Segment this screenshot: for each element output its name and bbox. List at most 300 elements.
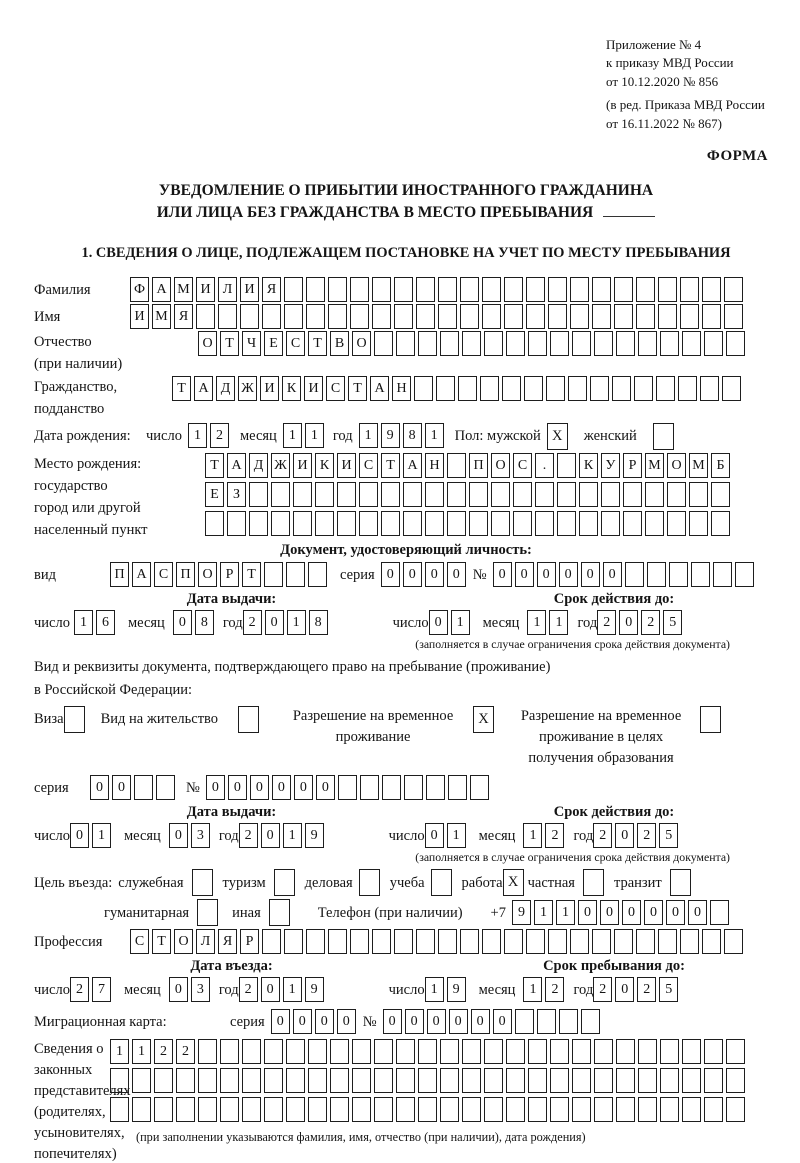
form-cell[interactable]: 0 bbox=[405, 1009, 424, 1034]
form-cell[interactable]: С bbox=[130, 929, 149, 954]
form-cell[interactable] bbox=[658, 277, 677, 302]
form-cell[interactable] bbox=[440, 1039, 459, 1064]
form-cell[interactable] bbox=[612, 376, 631, 401]
form-cell[interactable]: 0 bbox=[316, 775, 335, 800]
form-cell[interactable] bbox=[491, 482, 510, 507]
form-cell[interactable] bbox=[638, 1097, 657, 1122]
form-cell[interactable]: 1 bbox=[447, 823, 466, 848]
form-cell[interactable]: 1 bbox=[523, 823, 542, 848]
form-cell[interactable] bbox=[426, 775, 445, 800]
form-cell[interactable]: 0 bbox=[515, 562, 534, 587]
form-cell[interactable]: И bbox=[260, 376, 279, 401]
form-cell[interactable]: Я bbox=[262, 277, 281, 302]
form-cell[interactable] bbox=[660, 1097, 679, 1122]
form-cell[interactable]: 0 bbox=[425, 562, 444, 587]
form-cell[interactable] bbox=[592, 304, 611, 329]
form-cell[interactable] bbox=[396, 1039, 415, 1064]
form-cell[interactable]: 0 bbox=[337, 1009, 356, 1034]
form-cell[interactable]: А bbox=[132, 562, 151, 587]
form-cell[interactable]: 2 bbox=[210, 423, 229, 448]
form-cell[interactable] bbox=[704, 1068, 723, 1093]
form-cell[interactable] bbox=[220, 1039, 239, 1064]
form-cell[interactable] bbox=[548, 304, 567, 329]
form-cell[interactable]: Ф bbox=[130, 277, 149, 302]
form-cell[interactable] bbox=[394, 277, 413, 302]
form-cell[interactable]: Т bbox=[205, 453, 224, 478]
form-cell[interactable]: 2 bbox=[239, 823, 258, 848]
form-cell[interactable]: Р bbox=[623, 453, 642, 478]
form-cell[interactable] bbox=[315, 482, 334, 507]
form-cell[interactable] bbox=[682, 1039, 701, 1064]
form-cell[interactable] bbox=[724, 929, 743, 954]
form-cell[interactable] bbox=[616, 331, 635, 356]
form-cell[interactable] bbox=[350, 304, 369, 329]
form-cell[interactable] bbox=[592, 277, 611, 302]
form-cell[interactable] bbox=[337, 482, 356, 507]
form-cell[interactable]: С bbox=[359, 453, 378, 478]
form-cell[interactable]: 1 bbox=[534, 900, 553, 925]
form-cell[interactable]: 1 bbox=[74, 610, 93, 635]
form-cell[interactable] bbox=[506, 1068, 525, 1093]
form-cell[interactable]: 0 bbox=[381, 562, 400, 587]
form-cell[interactable] bbox=[601, 482, 620, 507]
form-cell[interactable]: 0 bbox=[90, 775, 109, 800]
checkbox-official[interactable] bbox=[192, 869, 213, 896]
form-cell[interactable] bbox=[601, 511, 620, 536]
form-cell[interactable] bbox=[308, 1097, 327, 1122]
form-cell[interactable] bbox=[328, 277, 347, 302]
form-cell[interactable]: 0 bbox=[578, 900, 597, 925]
form-cell[interactable] bbox=[548, 277, 567, 302]
form-cell[interactable] bbox=[293, 482, 312, 507]
form-cell[interactable]: 0 bbox=[250, 775, 269, 800]
form-cell[interactable]: И bbox=[337, 453, 356, 478]
form-cell[interactable] bbox=[372, 277, 391, 302]
form-cell[interactable] bbox=[484, 1068, 503, 1093]
form-cell[interactable]: О bbox=[198, 331, 217, 356]
form-cell[interactable] bbox=[242, 1097, 261, 1122]
form-cell[interactable] bbox=[669, 562, 688, 587]
form-cell[interactable]: 0 bbox=[427, 1009, 446, 1034]
form-cell[interactable]: П bbox=[110, 562, 129, 587]
form-cell[interactable] bbox=[634, 376, 653, 401]
form-cell[interactable] bbox=[638, 331, 657, 356]
form-cell[interactable] bbox=[682, 1068, 701, 1093]
form-cell[interactable] bbox=[616, 1097, 635, 1122]
form-cell[interactable] bbox=[416, 929, 435, 954]
form-cell[interactable] bbox=[308, 562, 327, 587]
form-cell[interactable] bbox=[374, 331, 393, 356]
form-cell[interactable] bbox=[581, 1009, 600, 1034]
form-cell[interactable] bbox=[713, 562, 732, 587]
form-cell[interactable]: Е bbox=[205, 482, 224, 507]
form-cell[interactable] bbox=[271, 511, 290, 536]
checkbox-private[interactable] bbox=[583, 869, 604, 896]
form-cell[interactable] bbox=[350, 277, 369, 302]
form-cell[interactable] bbox=[590, 376, 609, 401]
form-cell[interactable]: К bbox=[282, 376, 301, 401]
form-cell[interactable] bbox=[440, 1068, 459, 1093]
form-cell[interactable]: 2 bbox=[597, 610, 616, 635]
form-cell[interactable] bbox=[528, 1068, 547, 1093]
form-cell[interactable] bbox=[447, 453, 466, 478]
form-cell[interactable] bbox=[396, 1068, 415, 1093]
form-cell[interactable] bbox=[352, 1039, 371, 1064]
form-cell[interactable] bbox=[306, 304, 325, 329]
form-cell[interactable]: 0 bbox=[261, 823, 280, 848]
form-cell[interactable] bbox=[656, 376, 675, 401]
form-cell[interactable] bbox=[218, 304, 237, 329]
form-cell[interactable]: 0 bbox=[666, 900, 685, 925]
form-cell[interactable]: Р bbox=[240, 929, 259, 954]
form-cell[interactable]: 1 bbox=[283, 423, 302, 448]
form-cell[interactable] bbox=[352, 1097, 371, 1122]
form-cell[interactable] bbox=[658, 929, 677, 954]
form-cell[interactable] bbox=[614, 277, 633, 302]
form-cell[interactable] bbox=[416, 304, 435, 329]
form-cell[interactable] bbox=[249, 511, 268, 536]
form-cell[interactable]: А bbox=[403, 453, 422, 478]
form-cell[interactable] bbox=[264, 1097, 283, 1122]
form-cell[interactable] bbox=[240, 304, 259, 329]
form-cell[interactable] bbox=[506, 331, 525, 356]
form-cell[interactable] bbox=[702, 304, 721, 329]
form-cell[interactable] bbox=[592, 929, 611, 954]
form-cell[interactable]: В bbox=[330, 331, 349, 356]
form-cell[interactable] bbox=[284, 277, 303, 302]
form-cell[interactable]: Л bbox=[196, 929, 215, 954]
form-cell[interactable] bbox=[614, 929, 633, 954]
form-cell[interactable] bbox=[726, 1039, 745, 1064]
form-cell[interactable] bbox=[196, 304, 215, 329]
form-cell[interactable] bbox=[436, 376, 455, 401]
form-cell[interactable]: 0 bbox=[383, 1009, 402, 1034]
form-cell[interactable] bbox=[262, 929, 281, 954]
form-cell[interactable] bbox=[513, 511, 532, 536]
form-cell[interactable] bbox=[550, 1068, 569, 1093]
form-cell[interactable] bbox=[396, 331, 415, 356]
form-cell[interactable]: 2 bbox=[593, 977, 612, 1002]
form-cell[interactable]: 0 bbox=[644, 900, 663, 925]
form-cell[interactable]: 0 bbox=[471, 1009, 490, 1034]
form-cell[interactable] bbox=[132, 1068, 151, 1093]
form-cell[interactable] bbox=[469, 511, 488, 536]
form-cell[interactable]: 0 bbox=[271, 1009, 290, 1034]
form-cell[interactable] bbox=[308, 1068, 327, 1093]
form-cell[interactable] bbox=[689, 511, 708, 536]
form-cell[interactable] bbox=[330, 1068, 349, 1093]
form-cell[interactable]: 5 bbox=[659, 823, 678, 848]
form-cell[interactable] bbox=[594, 331, 613, 356]
form-cell[interactable]: Р bbox=[220, 562, 239, 587]
form-cell[interactable]: 1 bbox=[425, 977, 444, 1002]
form-cell[interactable] bbox=[535, 482, 554, 507]
form-cell[interactable] bbox=[462, 1097, 481, 1122]
form-cell[interactable] bbox=[374, 1068, 393, 1093]
form-cell[interactable] bbox=[625, 562, 644, 587]
form-cell[interactable] bbox=[440, 1097, 459, 1122]
form-cell[interactable] bbox=[550, 1039, 569, 1064]
form-cell[interactable] bbox=[154, 1097, 173, 1122]
form-cell[interactable] bbox=[382, 775, 401, 800]
form-cell[interactable] bbox=[372, 929, 391, 954]
form-cell[interactable] bbox=[284, 929, 303, 954]
form-cell[interactable]: А bbox=[370, 376, 389, 401]
form-cell[interactable]: 1 bbox=[283, 823, 302, 848]
form-cell[interactable]: 1 bbox=[425, 423, 444, 448]
form-cell[interactable]: 1 bbox=[359, 423, 378, 448]
form-cell[interactable] bbox=[372, 304, 391, 329]
form-cell[interactable]: С bbox=[326, 376, 345, 401]
form-cell[interactable] bbox=[418, 331, 437, 356]
form-cell[interactable] bbox=[678, 376, 697, 401]
form-cell[interactable] bbox=[404, 775, 423, 800]
form-cell[interactable]: 1 bbox=[110, 1039, 129, 1064]
form-cell[interactable] bbox=[462, 331, 481, 356]
form-cell[interactable] bbox=[350, 929, 369, 954]
form-cell[interactable] bbox=[526, 304, 545, 329]
form-cell[interactable]: Ч bbox=[242, 331, 261, 356]
checkbox-temp-residence-edu[interactable] bbox=[700, 706, 721, 733]
form-cell[interactable]: 0 bbox=[173, 610, 192, 635]
form-cell[interactable]: 9 bbox=[447, 977, 466, 1002]
form-cell[interactable] bbox=[702, 929, 721, 954]
form-cell[interactable] bbox=[557, 482, 576, 507]
form-cell[interactable]: 2 bbox=[176, 1039, 195, 1064]
form-cell[interactable] bbox=[458, 376, 477, 401]
form-cell[interactable] bbox=[636, 929, 655, 954]
form-cell[interactable] bbox=[448, 775, 467, 800]
form-cell[interactable] bbox=[682, 1097, 701, 1122]
form-cell[interactable]: 0 bbox=[603, 562, 622, 587]
form-cell[interactable]: О bbox=[198, 562, 217, 587]
form-cell[interactable]: 0 bbox=[315, 1009, 334, 1034]
checkbox-humanitarian[interactable] bbox=[197, 899, 218, 926]
form-cell[interactable]: Д bbox=[216, 376, 235, 401]
form-cell[interactable]: 0 bbox=[429, 610, 448, 635]
form-cell[interactable] bbox=[557, 453, 576, 478]
checkbox-visa[interactable] bbox=[64, 706, 85, 733]
form-cell[interactable]: 5 bbox=[663, 610, 682, 635]
form-cell[interactable] bbox=[198, 1068, 217, 1093]
form-cell[interactable]: Ж bbox=[271, 453, 290, 478]
form-cell[interactable]: Л bbox=[218, 277, 237, 302]
form-cell[interactable] bbox=[205, 511, 224, 536]
form-cell[interactable]: 0 bbox=[537, 562, 556, 587]
form-cell[interactable] bbox=[504, 304, 523, 329]
form-cell[interactable] bbox=[594, 1097, 613, 1122]
form-cell[interactable]: У bbox=[601, 453, 620, 478]
form-cell[interactable] bbox=[482, 277, 501, 302]
form-cell[interactable] bbox=[645, 511, 664, 536]
form-cell[interactable] bbox=[381, 511, 400, 536]
form-cell[interactable]: 1 bbox=[305, 423, 324, 448]
form-cell[interactable] bbox=[704, 1097, 723, 1122]
form-cell[interactable] bbox=[330, 1039, 349, 1064]
form-cell[interactable] bbox=[579, 511, 598, 536]
form-cell[interactable]: Т bbox=[308, 331, 327, 356]
checkbox-residence-permit[interactable] bbox=[238, 706, 259, 733]
form-cell[interactable] bbox=[480, 376, 499, 401]
form-cell[interactable] bbox=[680, 277, 699, 302]
form-cell[interactable]: Д bbox=[249, 453, 268, 478]
checkbox-other[interactable] bbox=[269, 899, 290, 926]
form-cell[interactable] bbox=[438, 304, 457, 329]
form-cell[interactable] bbox=[242, 1068, 261, 1093]
form-cell[interactable]: 0 bbox=[493, 1009, 512, 1034]
form-cell[interactable]: С bbox=[286, 331, 305, 356]
form-cell[interactable] bbox=[306, 929, 325, 954]
form-cell[interactable]: Т bbox=[220, 331, 239, 356]
form-cell[interactable]: С bbox=[513, 453, 532, 478]
form-cell[interactable]: 9 bbox=[512, 900, 531, 925]
form-cell[interactable] bbox=[381, 482, 400, 507]
form-cell[interactable]: 0 bbox=[619, 610, 638, 635]
form-cell[interactable] bbox=[249, 482, 268, 507]
checkbox-transit[interactable] bbox=[670, 869, 691, 896]
form-cell[interactable] bbox=[374, 1097, 393, 1122]
form-cell[interactable]: О bbox=[174, 929, 193, 954]
form-cell[interactable] bbox=[550, 1097, 569, 1122]
form-cell[interactable]: Я bbox=[218, 929, 237, 954]
form-cell[interactable] bbox=[418, 1068, 437, 1093]
form-cell[interactable] bbox=[526, 929, 545, 954]
form-cell[interactable]: А bbox=[194, 376, 213, 401]
form-cell[interactable] bbox=[286, 1068, 305, 1093]
form-cell[interactable] bbox=[414, 376, 433, 401]
form-cell[interactable] bbox=[594, 1068, 613, 1093]
form-cell[interactable] bbox=[638, 1039, 657, 1064]
checkbox-work[interactable]: X bbox=[503, 869, 524, 896]
checkbox-study[interactable] bbox=[431, 869, 452, 896]
form-cell[interactable]: 8 bbox=[403, 423, 422, 448]
form-cell[interactable]: 0 bbox=[449, 1009, 468, 1034]
form-cell[interactable] bbox=[645, 482, 664, 507]
form-cell[interactable] bbox=[623, 511, 642, 536]
checkbox-female[interactable] bbox=[653, 423, 674, 450]
form-cell[interactable] bbox=[438, 277, 457, 302]
form-cell[interactable] bbox=[513, 482, 532, 507]
form-cell[interactable]: 1 bbox=[451, 610, 470, 635]
form-cell[interactable]: 8 bbox=[309, 610, 328, 635]
form-cell[interactable]: М bbox=[152, 304, 171, 329]
form-cell[interactable] bbox=[710, 900, 729, 925]
form-cell[interactable] bbox=[704, 331, 723, 356]
form-cell[interactable]: И bbox=[304, 376, 323, 401]
form-cell[interactable] bbox=[440, 331, 459, 356]
form-cell[interactable] bbox=[482, 929, 501, 954]
form-cell[interactable]: 0 bbox=[425, 823, 444, 848]
checkbox-male[interactable]: X bbox=[547, 423, 568, 450]
form-cell[interactable]: 0 bbox=[403, 562, 422, 587]
form-cell[interactable]: 8 bbox=[195, 610, 214, 635]
form-cell[interactable]: 2 bbox=[637, 977, 656, 1002]
form-cell[interactable] bbox=[689, 482, 708, 507]
form-cell[interactable] bbox=[548, 929, 567, 954]
form-cell[interactable] bbox=[418, 1097, 437, 1122]
form-cell[interactable]: 2 bbox=[593, 823, 612, 848]
form-cell[interactable]: 7 bbox=[92, 977, 111, 1002]
form-cell[interactable]: А bbox=[152, 277, 171, 302]
form-cell[interactable] bbox=[271, 482, 290, 507]
form-cell[interactable]: 0 bbox=[615, 977, 634, 1002]
form-cell[interactable] bbox=[724, 304, 743, 329]
form-cell[interactable]: 2 bbox=[637, 823, 656, 848]
form-cell[interactable]: 0 bbox=[272, 775, 291, 800]
form-cell[interactable] bbox=[220, 1097, 239, 1122]
form-cell[interactable] bbox=[502, 376, 521, 401]
form-cell[interactable] bbox=[504, 277, 523, 302]
form-cell[interactable] bbox=[616, 1068, 635, 1093]
form-cell[interactable]: 1 bbox=[287, 610, 306, 635]
form-cell[interactable] bbox=[286, 1097, 305, 1122]
form-cell[interactable] bbox=[491, 511, 510, 536]
form-cell[interactable]: И bbox=[196, 277, 215, 302]
form-cell[interactable] bbox=[469, 482, 488, 507]
form-cell[interactable] bbox=[416, 277, 435, 302]
form-cell[interactable] bbox=[537, 1009, 556, 1034]
form-cell[interactable]: 0 bbox=[169, 823, 188, 848]
form-cell[interactable] bbox=[570, 929, 589, 954]
form-cell[interactable]: Я bbox=[174, 304, 193, 329]
form-cell[interactable]: А bbox=[227, 453, 246, 478]
form-cell[interactable] bbox=[110, 1097, 129, 1122]
form-cell[interactable] bbox=[462, 1039, 481, 1064]
form-cell[interactable] bbox=[460, 929, 479, 954]
form-cell[interactable] bbox=[293, 511, 312, 536]
form-cell[interactable] bbox=[394, 929, 413, 954]
form-cell[interactable] bbox=[264, 1068, 283, 1093]
form-cell[interactable] bbox=[711, 511, 730, 536]
form-cell[interactable] bbox=[447, 482, 466, 507]
form-cell[interactable] bbox=[360, 775, 379, 800]
form-cell[interactable] bbox=[227, 511, 246, 536]
form-cell[interactable] bbox=[680, 304, 699, 329]
form-cell[interactable] bbox=[484, 1097, 503, 1122]
form-cell[interactable]: Н bbox=[392, 376, 411, 401]
form-cell[interactable]: 1 bbox=[132, 1039, 151, 1064]
form-cell[interactable]: М bbox=[645, 453, 664, 478]
form-cell[interactable] bbox=[198, 1097, 217, 1122]
form-cell[interactable] bbox=[328, 929, 347, 954]
form-cell[interactable] bbox=[636, 304, 655, 329]
form-cell[interactable]: К bbox=[579, 453, 598, 478]
form-cell[interactable]: П bbox=[176, 562, 195, 587]
form-cell[interactable] bbox=[559, 1009, 578, 1034]
form-cell[interactable] bbox=[638, 1068, 657, 1093]
form-cell[interactable] bbox=[470, 775, 489, 800]
form-cell[interactable] bbox=[338, 775, 357, 800]
form-cell[interactable]: И bbox=[240, 277, 259, 302]
form-cell[interactable] bbox=[156, 775, 175, 800]
form-cell[interactable]: 0 bbox=[112, 775, 131, 800]
form-cell[interactable]: 5 bbox=[659, 977, 678, 1002]
form-cell[interactable]: Т bbox=[152, 929, 171, 954]
form-cell[interactable]: 0 bbox=[261, 977, 280, 1002]
form-cell[interactable] bbox=[425, 482, 444, 507]
form-cell[interactable] bbox=[403, 511, 422, 536]
form-cell[interactable]: 0 bbox=[493, 562, 512, 587]
form-cell[interactable] bbox=[394, 304, 413, 329]
form-cell[interactable] bbox=[359, 482, 378, 507]
form-cell[interactable]: Е bbox=[264, 331, 283, 356]
form-cell[interactable] bbox=[374, 1039, 393, 1064]
form-cell[interactable]: К bbox=[315, 453, 334, 478]
form-cell[interactable] bbox=[154, 1068, 173, 1093]
form-cell[interactable]: О bbox=[667, 453, 686, 478]
form-cell[interactable] bbox=[594, 1039, 613, 1064]
form-cell[interactable] bbox=[660, 1068, 679, 1093]
